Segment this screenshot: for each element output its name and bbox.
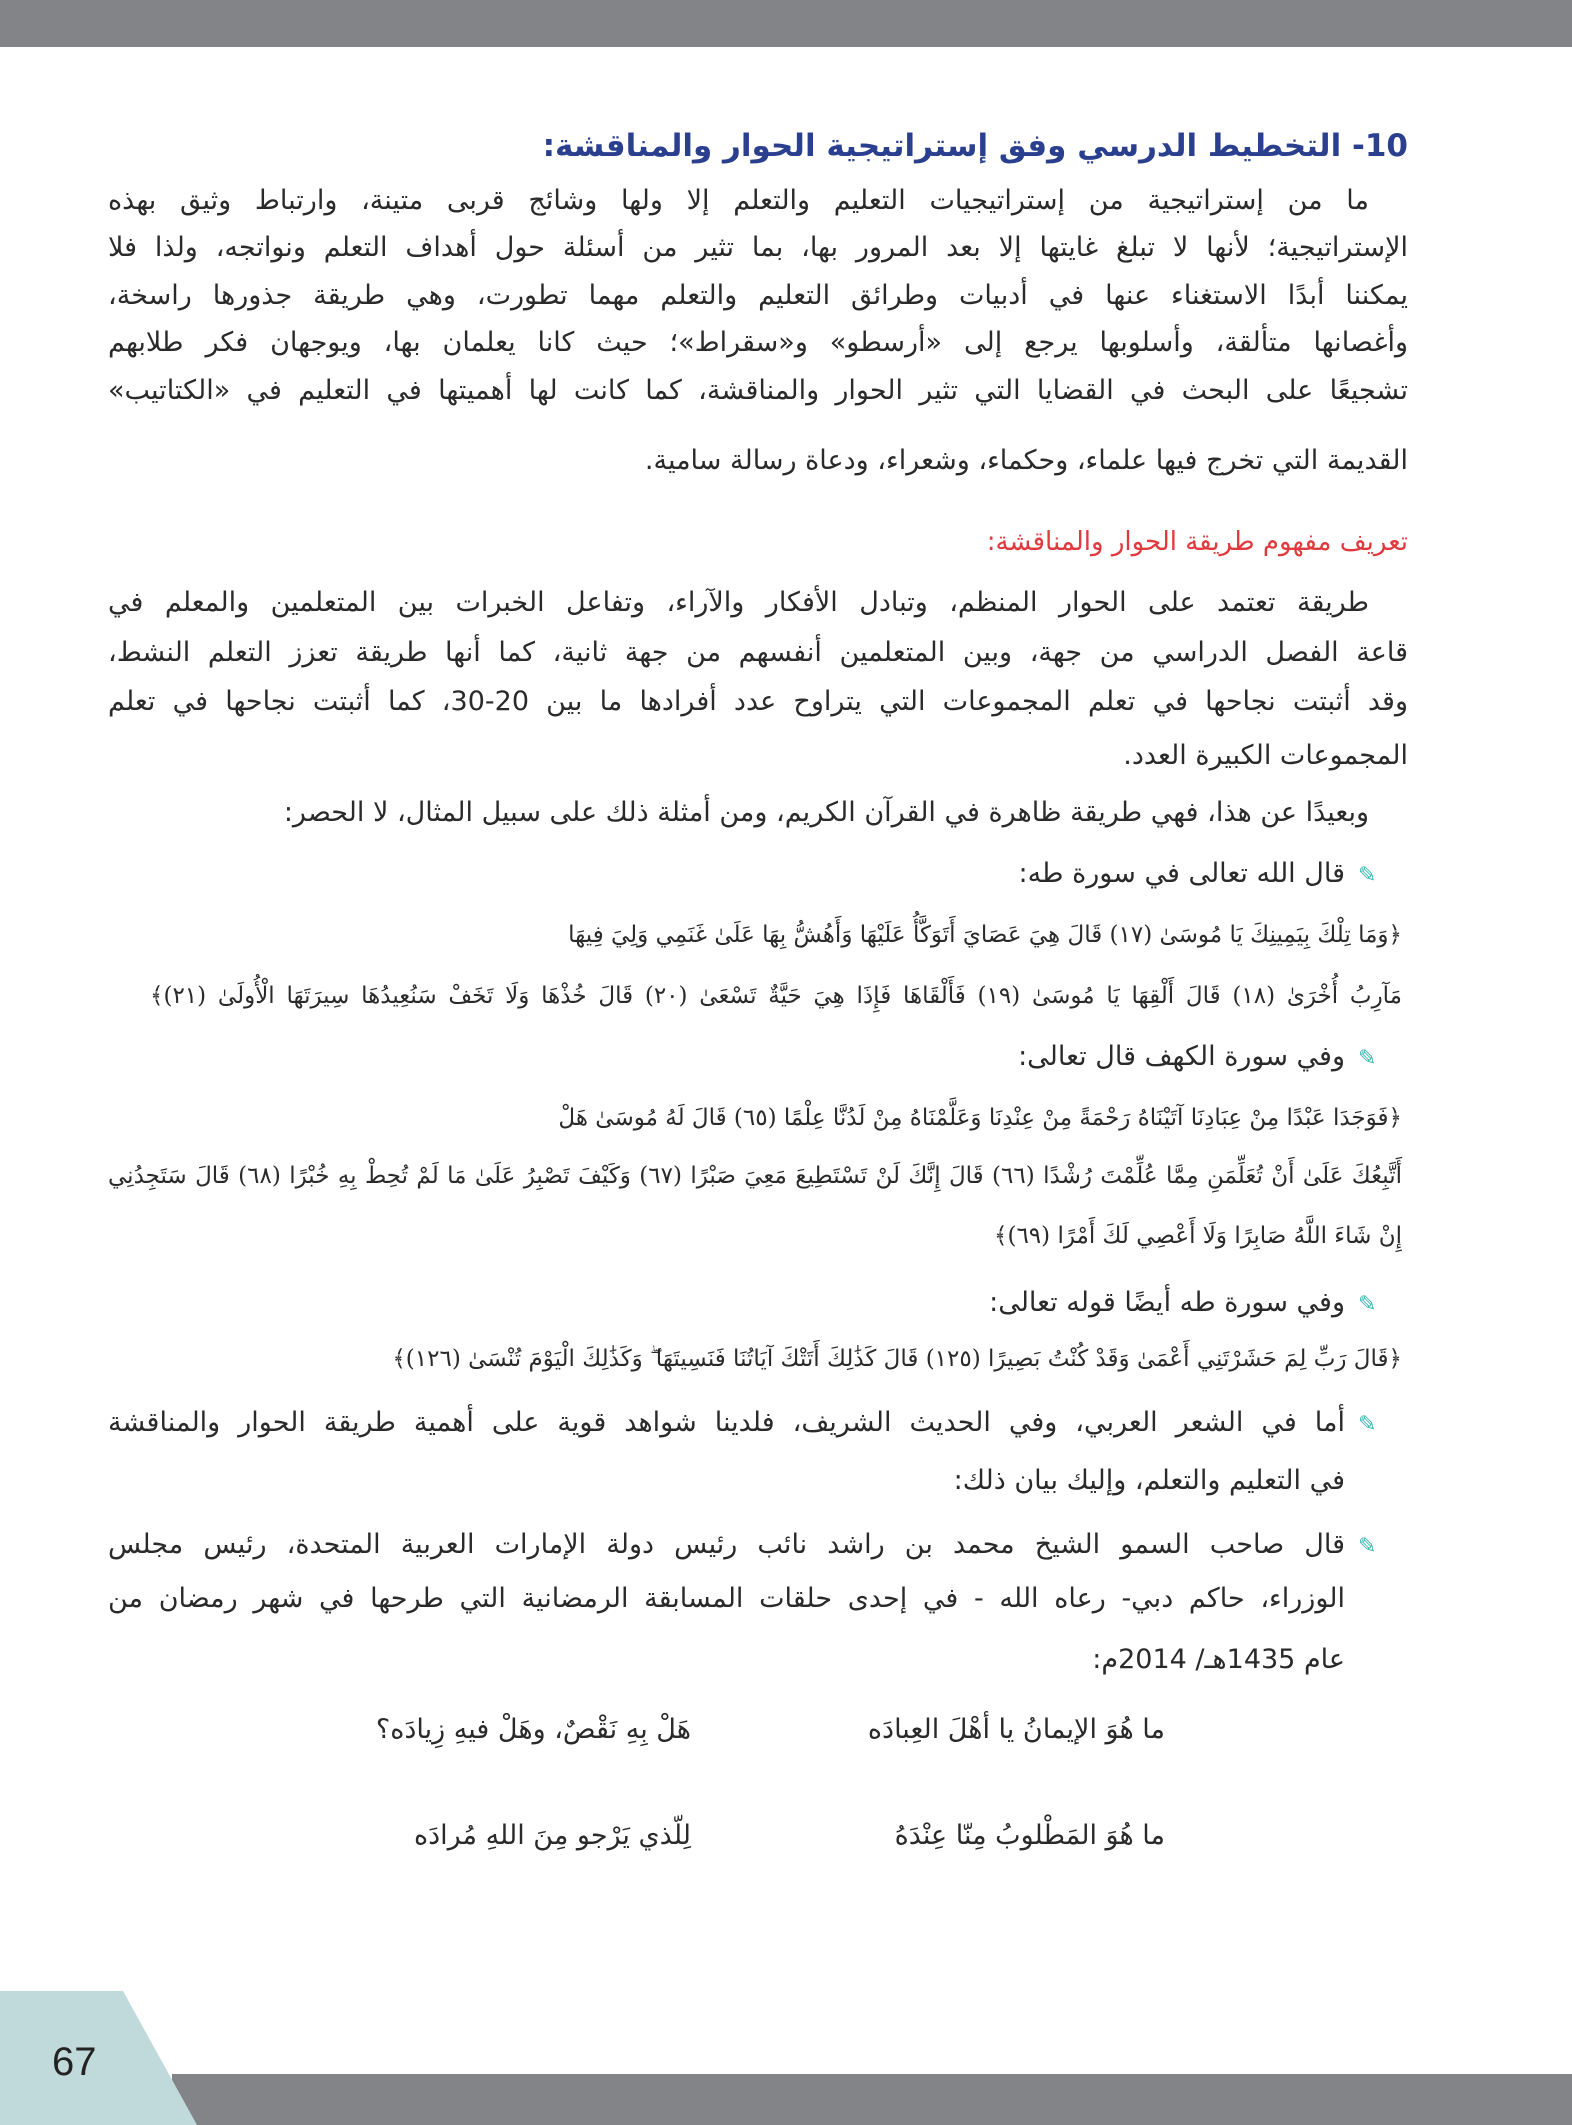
intro-line: يمكننا أبدًا الاستغناء عنها في أدبيات وطرائق التعليم والتعلم مهما تطورت، وهي طريقة جذورها راسخة، bbox=[108, 280, 1408, 311]
pencil-check-icon: ✎ bbox=[1358, 1046, 1377, 1071]
poem-verse-first: ما هُوَ المَطْلوبُ مِنّا عِنْدَهُ bbox=[894, 1820, 1165, 1851]
quran-label: وفي سورة الكهف قال تعالى: bbox=[1018, 1041, 1345, 1072]
poem-verse-first: ما هُوَ الإيمانُ يا أهْلَ العِبادَه bbox=[867, 1714, 1165, 1745]
quran-label: قال الله تعالى في سورة طه: bbox=[1018, 858, 1345, 889]
pencil-check-icon: ✎ bbox=[1358, 1412, 1377, 1437]
definition-line: وقد أثبتت نجاحها في تعلم المجموعات التي يتراوح عدد أفرادها ما بين 20-30، كما أثبتت نجاحها في تعلم bbox=[108, 686, 1408, 717]
definition-line: طريقة تعتمد على الحوار المنظم، وتبادل الأفكار والآراء، وتفاعل الخبرات بين المتعلمين والمعلم في bbox=[108, 587, 1369, 618]
bottom-bar bbox=[172, 2074, 1572, 2125]
pencil-check-icon: ✎ bbox=[1358, 863, 1377, 888]
quran-verse-line: أَتَّبِعُكَ عَلَىٰ أَنْ تُعَلِّمَنِ مِمَّا عُلِّمْتَ رُشْدًا (٦٦) قَالَ إِنَّكَ لَنْ تَسْتَطِيعَ مَعِيَ صَبْرًا (٦٧) وَكَيْفَ تَصْبِرُ عَلَىٰ مَا لَمْ تُحِطْ بِهِ خُبْرًا (٦٨) قَالَ سَتَجِدُنِي bbox=[108, 1163, 1403, 1189]
intro-line: ما من إستراتيجية من إستراتيجيات التعليم والتعلم إلا ولها وشائج قربى متينة، وارتباط وثيق بهذه bbox=[108, 185, 1369, 216]
pencil-check-icon: ✎ bbox=[1358, 1292, 1377, 1317]
quran-verse-line: ﴿فَوَجَدَا عَبْدًا مِنْ عِبَادِنَا آتَيْنَاهُ رَحْمَةً مِنْ عِنْدِنَا وَعَلَّمْنَاهُ مِنْ لَدُنَّا عِلْمًا (٦٥) قَالَ لَهُ مُوسَىٰ هَلْ bbox=[558, 1105, 1402, 1131]
quran-label: وفي سورة طه أيضًا قوله تعالى: bbox=[989, 1287, 1345, 1318]
poem-verse-second: لِلّذي يَرْجو مِنَ اللهِ مُرادَه bbox=[413, 1820, 691, 1851]
page-number-tab bbox=[0, 1991, 200, 2125]
examples-intro: وبعيدًا عن هذا، فهي طريقة ظاهرة في القرآن الكريم، ومن أمثلة ذلك على سبيل المثال، لا الحصر: bbox=[283, 797, 1369, 828]
pencil-check-icon: ✎ bbox=[1358, 1534, 1377, 1559]
quote-line: الوزراء، حاكم دبي- رعاه الله - في إحدى حلقات المسابقة الرمضانية التي طرحها في شهر رمضان من bbox=[108, 1583, 1345, 1614]
quote-line: قال صاحب السمو الشيخ محمد بن راشد نائب رئيس دولة الإمارات العربية المتحدة، رئيس مجلس bbox=[108, 1529, 1345, 1560]
definition-line: المجموعات الكبيرة العدد. bbox=[1123, 740, 1408, 771]
top-bar bbox=[0, 0, 1572, 47]
quran-verse-line: ﴿قَالَ رَبِّ لِمَ حَشَرْتَنِي أَعْمَىٰ وَقَدْ كُنْتُ بَصِيرًا (١٢٥) قَالَ كَذَٰلِكَ أَتَتْكَ آيَاتُنَا فَنَسِيتَهَا ۖ وَكَذَٰلِكَ الْيَوْمَ تُنْسَىٰ (١٢٦)﴾ bbox=[392, 1346, 1402, 1372]
intro-line: القديمة التي تخرج فيها علماء، وحكماء، وشعراء، ودعاة رسالة سامية. bbox=[644, 445, 1408, 476]
subheading: تعريف مفهوم طريقة الحوار والمناقشة: bbox=[986, 527, 1408, 557]
quran-verse-line: مَآرِبُ أُخْرَىٰ (١٨) قَالَ أَلْقِهَا يَا مُوسَىٰ (١٩) فَأَلْقَاهَا فَإِذَا هِيَ حَيَّةٌ تَسْعَىٰ (٢٠) قَالَ خُذْهَا وَلَا تَخَفْ سَنُعِيدُهَا سِيرَتَهَا الْأُولَىٰ (٢١)﴾ bbox=[150, 983, 1402, 1009]
poem-verse-second: هَلْ بِهِ نَقْصٌ، وهَلْ فيهِ زِيادَه؟ bbox=[375, 1714, 691, 1745]
quran-verse-line: إِنْ شَاءَ اللَّهُ صَابِرًا وَلَا أَعْصِي لَكَ أَمْرًا (٦٩)﴾ bbox=[993, 1223, 1402, 1249]
intro-line: الإستراتيجية؛ لأنها لا تبلغ غايتها إلا بعد المرور بها، بما تثير من أسئلة حول أهداف التعلم ونواتجه، ولذا فلا bbox=[108, 232, 1408, 263]
section-heading: 10- التخطيط الدرسي وفق إستراتيجية الحوار والمناقشة: bbox=[542, 128, 1408, 164]
quote-line: عام 1435هـ/ 2014م: bbox=[1092, 1644, 1345, 1675]
poetry-intro-line: أما في الشعر العربي، وفي الحديث الشريف، فلدينا شواهد قوية على أهمية طريقة الحوار والمناقشة bbox=[108, 1407, 1345, 1438]
intro-line: وأغصانها متألقة، وأسلوبها يرجع إلى «أرسطو» و«سقراط»؛ حيث كانا يعلمان بها، ويوجهان فكر طلابهم bbox=[108, 327, 1408, 358]
poetry-intro-line: في التعليم والتعلم، وإليك بيان ذلك: bbox=[953, 1465, 1345, 1496]
quran-verse-line: ﴿وَمَا تِلْكَ بِيَمِينِكَ يَا مُوسَىٰ (١٧) قَالَ هِيَ عَصَايَ أَتَوَكَّأُ عَلَيْهَا وَأَهُشُّ بِهَا عَلَىٰ غَنَمِي وَلِيَ فِيهَا bbox=[568, 922, 1402, 948]
page-number: 67 bbox=[52, 2040, 97, 2084]
intro-line: تشجيعًا على البحث في القضايا التي تثير الحوار والمناقشة، كما كانت لها أهميتها في التعليم في «الكتاتيب» bbox=[108, 375, 1408, 406]
definition-line: قاعة الفصل الدراسي من جهة، وبين المتعلمين أنفسهم من جهة ثانية، كما أنها طريقة تعزز التعلم النشط، bbox=[108, 637, 1408, 668]
